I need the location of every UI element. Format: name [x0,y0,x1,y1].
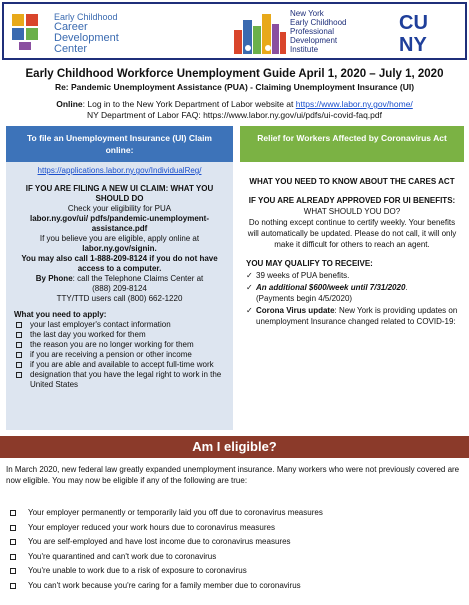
ecdc-logo-line3: Development [54,32,119,44]
pdi-logo-line5: Institute [290,45,319,54]
believe-eligible-text: If you believe you are eligible, apply online at [39,234,200,243]
list-item [246,305,458,327]
list-item: if you are able and available to accept full-time work [14,360,225,370]
list-item: if you are receiving a pension or other income [14,350,225,360]
list-item: You are self-employed and have lost income due to coronavirus measures [10,535,462,550]
checkbox-icon [16,372,22,378]
checkbox-icon [10,583,16,589]
page-subtitle: Re: Pandemic Unemployment Assistance (PUA) - Claiming Unemployment Insurance (UI) [54,82,415,92]
faq-text: NY Department of Labor FAQ: https://www.labor.ny.gov/ui/pdfs/ui-covid-faq.pdf [87,110,382,120]
phone-label: By Phone [35,274,73,283]
qualify-title: YOU MAY QUALIFY TO RECEIVE: [246,259,373,268]
pdi-logo-line2: Early Childhood [290,18,347,27]
approved-text: Do nothing except continue to certify weekly. Your benefits will automatically be updated. Please do not call, it will only make it difficult for others to reach an agent. [247,218,457,249]
covid-update-text: : New York is providing updates on unemployment Insurance changed related to COVID-19: [256,306,458,326]
ecdc-logo [10,10,160,54]
eligibility-intro: In March 2020, new federal law greatly expanded unemployment insurance. Many workers who were not previously covered are now eligible. You may now be eligible if any of the following are true: [6,465,460,485]
svg-text:NY: NY [399,34,427,55]
extra-600-text: An additional $600/week until 7/31/2020 [256,283,406,292]
tty-text: TTY/TTD users call (800) 662-1220 [56,294,183,303]
svg-text:CU: CU [399,12,428,34]
individual-reg-link[interactable]: https://applications.labor.ny.gov/IndividualReg/ [37,166,202,175]
list-item: Your employer permanently or temporarily laid you off due to coronavirus measures [10,506,462,521]
need-checklist [14,320,225,390]
pdi-logo-line4: Development [290,36,338,45]
list-item: the reason you are no longer working for them [14,340,225,350]
eligibility-heading: Am I eligible? [0,436,469,458]
ecdc-logo-mark-icon [10,12,48,52]
covid-update-label: Corona Virus update [256,306,335,315]
list-item: ✓ 39 weeks of PUA benefits. [246,270,458,281]
pdi-logo [234,8,464,56]
page-title: Early Childhood Workforce Unemployment Guide April 1, 2020 – July 1, 2020 [25,68,444,80]
should-do-text: WHAT SHOULD YOU DO? [303,207,401,216]
online-text: : Log in to the New York Department of Labor website at [82,99,296,109]
pua-pdf-link[interactable]: labor.ny.gov/ui/ pdfs/pandemic-unemployment-assistance.pdf [30,214,209,233]
labor-home-link[interactable]: https://www.labor.ny.gov/home/ [295,99,413,109]
relief-heading: Relief for Workers Affected by Coronavirus Act [240,126,464,162]
checkbox-icon [10,554,16,560]
payments-note: (Payments begin 4/5/2020) [256,294,353,303]
checkbox-icon [16,332,22,338]
cares-know-title: WHAT YOU NEED TO KNOW ABOUT THE CARES ACT [249,177,455,186]
checkbox-icon [10,568,16,574]
list-item: Your employer reduced your work hours due to coronavirus measures [10,521,462,536]
list-item: You're quarantined and can't work due to coronavirus [10,550,462,565]
list-item: You're unable to work due to a risk of exposure to coronavirus [10,564,462,579]
checkbox-icon [16,322,22,328]
cuny-logo-icon [397,9,461,55]
approved-title: IF YOU ARE ALREADY APPROVED FOR UI BENEFITS: [248,196,456,205]
checkbox-icon [16,352,22,358]
city-skyline-icon [234,10,286,54]
online-label: Online [56,99,83,109]
eligibility-list [10,506,462,593]
signin-link[interactable]: labor.ny.gov/signin. [82,244,157,253]
file-claim-panel: To file an Unemployment Insurance (UI) Claim online: https://applications.labor.ny.gov/IndividualReg/ IF YOU ARE FILING A NEW UI CLAIM: WHAT YOU SHOULD DO Check your eligibility for PUA labor.ny.gov/ui/ pdfs/pandemic-unemployment-assistance.pdf If you believe you are eligible, apply online at labor.ny.gov/signin. You may also call 1-888-209-8124 if you do not have access to a computer. By Phone: call the Telephone Claims Center at (888) 209-8124 TTY/TTD users call (800) 662-1220 What you need to apply: your last employer's contact information the last day you worked for them the reason you are no longer working for them if you are receiving a pension or other income if you are able and available to accept full-time work designation that you have the legal right to work in the United States [6,126,233,430]
checkbox-icon [10,525,16,531]
ecdc-logo-line1: Early Childhood [54,12,118,22]
checkbox-icon [16,342,22,348]
call-text: You may also call 1-888-209-8124 if you do not have access to a computer. [21,254,218,273]
checkbox-icon [10,539,16,545]
online-info [0,99,469,121]
phone-text: : call the Telephone Claims Center at [72,274,204,283]
list-item: designation that you have the legal right to work in the United States [14,370,225,390]
check-eligibility-text: Check your eligibility for PUA [67,204,172,213]
list-item: You can't work because you're caring for a family member due to coronavirus [10,579,462,594]
list-item: ✓ An additional $600/week until 7/31/2020. (Payments begin 4/5/2020) [246,282,458,304]
new-claim-title: IF YOU ARE FILING A NEW UI CLAIM: WHAT YOU SHOULD DO [25,184,214,203]
file-claim-heading: To file an Unemployment Insurance (UI) Claim online: [6,126,233,162]
checkbox-icon [16,362,22,368]
relief-panel [240,126,464,430]
need-title: What you need to apply [14,310,104,319]
qualify-list [246,270,458,327]
list-item: the last day you worked for them [14,330,225,340]
phone-number: (888) 209-8124 [92,284,147,293]
ecdc-logo-line4: Center [54,43,88,55]
checkbox-icon [10,510,16,516]
header-banner [2,2,467,60]
pdi-logo-line1: New York [290,9,324,18]
ecdc-logo-line2: Career [54,21,88,33]
pdi-logo-line3: Professional [290,27,335,36]
list-item: your last employer's contact information [14,320,225,330]
